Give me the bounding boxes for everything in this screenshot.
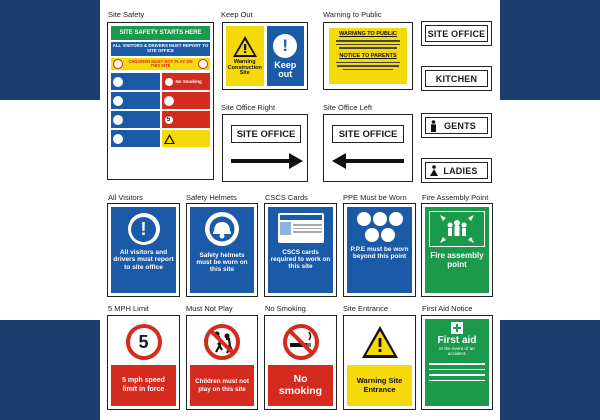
fire-assembly-panel — [425, 207, 489, 293]
helmet-icon — [205, 212, 239, 246]
warning-public-sign[interactable] — [323, 22, 413, 90]
mini-sign — [111, 73, 160, 90]
site-office-small-text: SITE OFFICE — [425, 25, 488, 42]
corner-decoration — [500, 0, 600, 100]
children-text: CHILDREN MUST NOT PLAY ON THIS SITE — [128, 58, 193, 68]
label-fire-assembly: Fire Assembly Point — [422, 193, 489, 202]
gents-sign[interactable] — [421, 113, 492, 138]
site-safety-header: SITE SAFETY STARTS HERE — [111, 26, 210, 40]
5mph-top — [111, 319, 176, 365]
first-aid-cross-icon — [451, 322, 463, 334]
boot-icon — [113, 96, 123, 106]
label-site-entrance: Site Entrance — [343, 304, 389, 313]
fire-assembly-text: Fire assembly point — [430, 251, 484, 269]
warning-construction-text: Warning Construction Site — [227, 58, 262, 77]
label-5mph: 5 MPH Limit — [108, 304, 149, 313]
text-line — [337, 65, 398, 67]
label-ppe: PPE Must be Worn — [343, 193, 407, 202]
site-office-left-text: SITE OFFICE — [332, 125, 404, 143]
5mph-sign[interactable] — [107, 315, 180, 410]
site-office-right-text: SITE OFFICE — [231, 125, 301, 143]
site-entrance-text: Warning Site Entrance — [347, 365, 412, 406]
corner-decoration — [0, 320, 100, 420]
label-safety-helmets: Safety Helmets — [186, 193, 237, 202]
kitchen-sign[interactable] — [421, 66, 492, 91]
mini-sign — [162, 92, 211, 109]
speed-icon: 5 — [164, 115, 174, 125]
visitor-icon — [113, 134, 123, 144]
site-office-left-sign[interactable] — [323, 114, 413, 182]
warning-public-title: WARNING TO PUBLIC — [339, 31, 397, 37]
no-children-icon — [203, 323, 241, 361]
site-safety-sub: ALL VISITORS & DRIVERS MUST REPORT TO SITE OFFICE — [111, 42, 210, 56]
first-aid-lines — [429, 359, 485, 381]
site-office-right-sign[interactable] — [222, 114, 308, 182]
hivis-icon — [373, 212, 387, 226]
gents-panel — [425, 117, 488, 134]
kitchen-text: KITCHEN — [425, 70, 488, 87]
first-aid-sub: In the event of an accident: — [439, 346, 475, 357]
text-line — [336, 40, 401, 42]
no-smoking-icon — [164, 77, 174, 87]
first-aid-title: First aid — [437, 335, 477, 346]
keep-out-sign[interactable] — [222, 22, 308, 90]
warning-public-panel — [329, 28, 407, 84]
site-entrance-top — [347, 319, 412, 365]
label-keep-out: Keep Out — [221, 10, 253, 19]
no-smoking-text: No smoking — [268, 365, 333, 406]
arrow-right-icon — [231, 153, 303, 169]
exclamation-icon: ! — [273, 34, 297, 58]
all-visitors-panel — [111, 207, 176, 293]
id-card-icon — [278, 213, 324, 243]
must-not-play-top — [190, 319, 254, 365]
must-not-play-sign[interactable] — [186, 315, 258, 410]
ladies-text: LADIES — [443, 165, 478, 176]
no-smoking-icon — [282, 323, 320, 361]
label-warning-public: Warning to Public — [323, 10, 382, 19]
prohibition-icon — [113, 59, 123, 69]
ppe-sign[interactable] — [343, 203, 416, 297]
cscs-text: CSCS cards required to work on this site — [270, 249, 331, 271]
helmets-panel — [190, 207, 254, 293]
ppe-text: P.P.E must be worn beyond this point — [350, 246, 409, 261]
assembly-icon — [429, 211, 485, 247]
mini-sign — [162, 111, 211, 128]
warning-panel — [226, 26, 264, 86]
hivis-icon — [113, 115, 123, 125]
warning-icon — [361, 325, 399, 359]
exclamation-icon: ! — [128, 213, 160, 245]
mandatory-icon — [113, 77, 123, 87]
ladies-panel — [425, 162, 488, 179]
site-safety-sign[interactable] — [107, 22, 214, 180]
text-line — [336, 62, 401, 64]
all-visitors-text: All visitors and drivers must report to site office — [113, 249, 174, 271]
label-site-office-right: Site Office Right — [221, 103, 276, 112]
keep-out-text: Keep out — [274, 59, 297, 79]
mini-sign — [111, 92, 160, 109]
label-all-visitors: All Visitors — [108, 193, 143, 202]
mini-sign — [162, 73, 211, 90]
gloves-icon — [381, 228, 395, 242]
text-line — [336, 44, 401, 46]
speed-limit-icon: 5 — [126, 324, 162, 360]
children-strip — [111, 58, 210, 70]
cscs-sign[interactable] — [264, 203, 337, 297]
safety-helmets-sign[interactable] — [186, 203, 258, 297]
mini-sign — [111, 111, 160, 128]
ppe-panel — [347, 207, 412, 293]
text-line — [343, 69, 393, 71]
no-smoking-sign[interactable] — [264, 315, 337, 410]
corner-decoration — [0, 0, 100, 100]
man-icon — [430, 120, 437, 132]
label-site-office-left: Site Office Left — [323, 103, 373, 112]
helmets-text: Safety helmets must be worn on this site — [196, 252, 248, 274]
mini-sign — [162, 130, 211, 147]
text-line — [339, 47, 397, 49]
mini-sign-grid — [111, 73, 210, 147]
5mph-text: 5 mph speed limit in force — [111, 365, 176, 406]
label-first-aid: First Aid Notice — [422, 304, 473, 313]
arrow-left-icon — [332, 153, 404, 169]
gents-text: GENTS — [443, 120, 476, 131]
woman-icon — [430, 165, 438, 177]
corner-decoration — [500, 320, 600, 420]
prohibition-icon — [164, 96, 174, 106]
cscs-panel — [268, 207, 333, 293]
site-office-small-sign[interactable] — [421, 21, 492, 46]
site-entrance-sign[interactable] — [343, 315, 416, 410]
warning-icon — [232, 35, 258, 58]
label-no-smoking: No Smoking — [265, 304, 306, 313]
goggles-icon — [357, 212, 371, 226]
mini-no-smoking-text: No Smoking — [175, 79, 202, 84]
notice-parents-title: NOTICE TO PARENTS — [339, 52, 397, 59]
no-smoking-top — [268, 319, 333, 365]
must-not-play-text: Children must not play on this site — [190, 365, 254, 406]
first-aid-sign[interactable] — [421, 315, 493, 410]
boots-icon — [365, 228, 379, 242]
helmet-icon — [389, 212, 403, 226]
label-site-safety: Site Safety — [108, 10, 145, 19]
mini-sign — [111, 130, 160, 147]
keep-out-panel — [267, 26, 305, 86]
prohibition-icon — [198, 59, 208, 69]
warning-icon — [164, 134, 175, 144]
ppe-icons-top — [357, 212, 403, 226]
first-aid-panel — [425, 319, 489, 406]
ppe-icons-bottom — [365, 228, 395, 242]
ladies-sign[interactable] — [421, 158, 492, 183]
all-visitors-sign[interactable] — [107, 203, 180, 297]
label-cscs: CSCS Cards — [265, 193, 308, 202]
label-must-not-play: Must Not Play — [186, 304, 233, 313]
fire-assembly-sign[interactable] — [421, 203, 493, 297]
